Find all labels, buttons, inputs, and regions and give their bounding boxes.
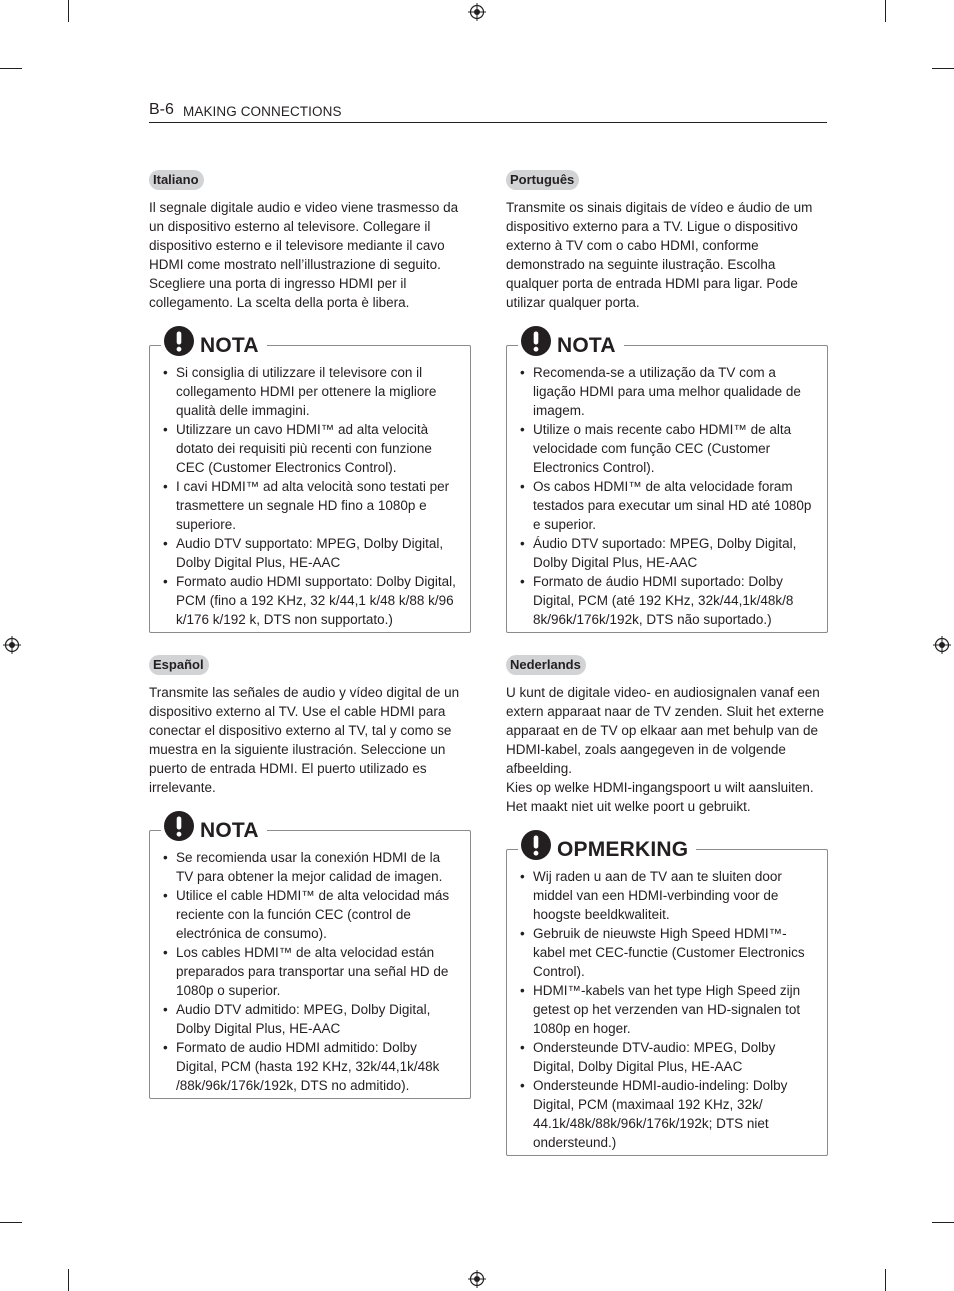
crop-mark bbox=[885, 0, 886, 22]
exclamation-circle-icon bbox=[521, 830, 551, 860]
crop-mark bbox=[0, 68, 22, 69]
list-item: • Ondersteunde HDMI-audio-indeling: Dolby Digital, PCM (maximaal 192 KHz, 32k/ 44.1k/48k/88k/96k/176k/192k; DTS niet ondersteund.) bbox=[519, 1076, 817, 1152]
crop-mark bbox=[68, 0, 69, 22]
note-header bbox=[161, 324, 267, 360]
right-column bbox=[506, 170, 828, 1156]
body-paragraph: U kunt de digitale video- en audiosignalen vanaf een extern apparaat naar de TV zenden. Sluit het externe apparaat en de TV op elkaar aan met behulp van de HDMI-kabel, zoals aangegeven in de volgende afbeelding. bbox=[506, 685, 824, 776]
exclamation-circle-icon bbox=[164, 811, 194, 841]
body-paragraph: Transmite las señales de audio y vídeo digital de un dispositivo externo al TV. Use el cable HDMI para conectar el dispositivo externo al TV, tal y como se muestra en la siguiente ilustración. Seleccione un puerto de entrada HDMI. El puerto utilizado es irrelevante. bbox=[149, 685, 460, 795]
registration-mark-icon bbox=[3, 636, 21, 654]
note-title: NOTA bbox=[557, 334, 616, 357]
list-item: • Si consiglia di utilizzare il televisore con il collegamento HDMI per ottenere la migliore qualità delle immagini. bbox=[162, 363, 460, 420]
list-item: • Wij raden u aan de TV aan te sluiten door middel van een HDMI-verbinding voor de hoogste beeldkwaliteit. bbox=[519, 867, 817, 924]
note-list bbox=[519, 867, 817, 1152]
list-item: • Formato de audio HDMI admitido: Dolby Digital, PCM (hasta 192 KHz, 32k/44,1k/48k /88k/96k/176k/192k, DTS no admitido). bbox=[162, 1038, 460, 1095]
body-paragraph: Transmite os sinais digitais de vídeo e áudio de um dispositivo externo para a TV. Ligue o dispositivo externo à TV com o cabo HDMI, conforme demonstrado na seguinte ilustração. Escolha qualquer porta de entrada HDMI para ligar. Pode utilizar qualquer porta. bbox=[506, 200, 813, 310]
list-item: • Ondersteunde DTV-audio: MPEG, Dolby Digital, Dolby Digital Plus, HE-AAC bbox=[519, 1038, 817, 1076]
crop-mark bbox=[932, 1222, 954, 1223]
section-title: MAKING CONNECTIONS bbox=[183, 104, 342, 119]
left-column bbox=[149, 170, 471, 1099]
note-header bbox=[518, 324, 624, 360]
note-list bbox=[162, 363, 460, 629]
note-box bbox=[506, 838, 828, 1156]
note-title: NOTA bbox=[200, 334, 259, 357]
body-paragraph: Kies op welke HDMI-ingangspoort u wilt aansluiten. Het maakt niet uit welke poort u gebruikt. bbox=[506, 780, 814, 814]
list-item: • Áudio DTV suportado: MPEG, Dolby Digital, Dolby Digital Plus, HE-AAC bbox=[519, 534, 817, 572]
note-header bbox=[161, 809, 267, 845]
note-list bbox=[519, 363, 817, 629]
list-item: • Se recomienda usar la conexión HDMI de la TV para obtener la mejor calidad de imagen. bbox=[162, 848, 460, 886]
list-item: • Utilice el cable HDMI™ de alta velocidad más reciente con la función CEC (control de electrónica de consumo). bbox=[162, 886, 460, 943]
list-item: • Utilizzare un cavo HDMI™ ad alta velocità dotato dei requisiti più recenti con funzione CEC (Customer Electronics Control). bbox=[162, 420, 460, 477]
page-number: B-6 bbox=[149, 101, 174, 118]
list-item: • Formato de áudio HDMI suportado: Dolby Digital, PCM (até 192 KHz, 32k/44,1k/48k/8 8k/96k/176k/192k, DTS não suportado.) bbox=[519, 572, 817, 629]
note-box bbox=[149, 334, 471, 633]
section-espanol bbox=[149, 655, 471, 1099]
registration-mark-icon bbox=[933, 636, 951, 654]
list-item: • Audio DTV supportato: MPEG, Dolby Digital, Dolby Digital Plus, HE-AAC bbox=[162, 534, 460, 572]
exclamation-circle-icon bbox=[164, 326, 194, 356]
list-item: • Los cables HDMI™ de alta velocidad están preparados para transportar una señal HD de 1080p o superior. bbox=[162, 943, 460, 1000]
language-tag: Português bbox=[506, 170, 579, 190]
crop-mark bbox=[0, 1222, 22, 1223]
section-italiano bbox=[149, 170, 471, 633]
language-tag: Italiano bbox=[149, 170, 204, 190]
section-portugues bbox=[506, 170, 828, 633]
note-header bbox=[518, 828, 696, 864]
list-item: • Os cabos HDMI™ de alta velocidade foram testados para executar um sinal HD até 1080p e superior. bbox=[519, 477, 817, 534]
exclamation-circle-icon bbox=[521, 326, 551, 356]
language-tag: Nederlands bbox=[506, 655, 586, 675]
page-header bbox=[149, 100, 827, 123]
list-item: • Gebruik de nieuwste High Speed HDMI™-kabel met CEC-functie (Customer Electronics Control). bbox=[519, 924, 817, 981]
crop-mark bbox=[68, 1269, 69, 1291]
note-box bbox=[149, 819, 471, 1099]
list-item: • I cavi HDMI™ ad alta velocità sono testati per trasmettere un segnale HD fino a 1080p e superiore. bbox=[162, 477, 460, 534]
language-tag: Español bbox=[149, 655, 209, 675]
note-title: NOTA bbox=[200, 819, 259, 842]
crop-mark bbox=[932, 68, 954, 69]
list-item: • Utilize o mais recente cabo HDMI™ de alta velocidade com função CEC (Customer Electronics Control). bbox=[519, 420, 817, 477]
note-list bbox=[162, 848, 460, 1095]
list-item: • Audio DTV admitido: MPEG, Dolby Digital, Dolby Digital Plus, HE-AAC bbox=[162, 1000, 460, 1038]
section-nederlands bbox=[506, 655, 828, 1156]
note-box bbox=[506, 334, 828, 633]
crop-mark bbox=[885, 1269, 886, 1291]
registration-mark-icon bbox=[468, 3, 486, 21]
note-title: OPMERKING bbox=[557, 838, 689, 861]
list-item: • Recomenda-se a utilização da TV com a ligação HDMI para uma melhor qualidade de imagem. bbox=[519, 363, 817, 420]
list-item: • Formato audio HDMI supportato: Dolby Digital, PCM (fino a 192 KHz, 32 k/44,1 k/48 k/88 k/96 k/176 k/192 k, DTS non supportato.) bbox=[162, 572, 460, 629]
body-paragraph: Il segnale digitale audio e video viene trasmesso da un dispositivo esterno al televisore. Collegare il dispositivo esterno e il televisore mediante il cavo HDMI come mostrato nell’illustrazione di seguito. Scegliere una porta di ingresso HDMI per il collegamento. La scelta della porta è libera. bbox=[149, 200, 459, 310]
registration-mark-icon bbox=[468, 1270, 486, 1288]
list-item: • HDMI™-kabels van het type High Speed zijn getest op het verzenden van HD-signalen tot 1080p en hoger. bbox=[519, 981, 817, 1038]
